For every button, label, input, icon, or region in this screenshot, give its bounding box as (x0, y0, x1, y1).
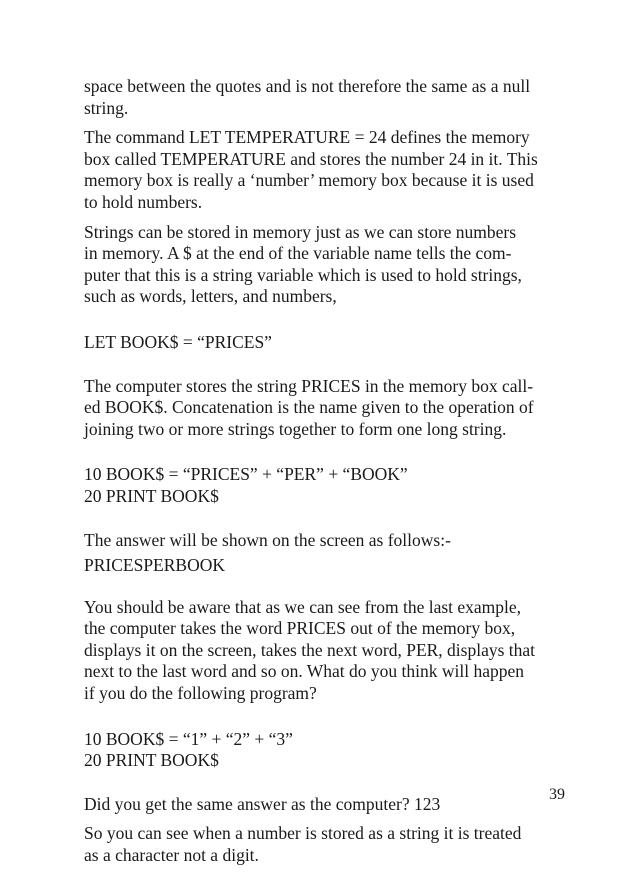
text-line: The answer will be shown on the screen as follows:- (84, 529, 451, 550)
code-line: LET BOOK$ = “PRICES” (84, 331, 272, 352)
text-line: if you do the following program? (84, 683, 317, 704)
text-line: So you can see when a number is stored as a string it is treated (84, 823, 522, 844)
text-line: next to the last word and so on. What do you think will happen (84, 661, 525, 682)
code-line: 10 BOOK$ = “PRICES” + “PER” + “BOOK” (84, 464, 408, 485)
code-line: 10 BOOK$ = “1” + “2” + “3” (84, 728, 293, 749)
text-line: as a character not a digit. (84, 845, 259, 866)
paragraph-conclusion (84, 823, 576, 866)
paragraph-concatenation (84, 376, 576, 441)
text-line: joining two or more strings together to form one long string. (84, 418, 507, 439)
text-line: displays it on the screen, takes the next word, PER, displays that (84, 639, 536, 660)
text-line: Did you get the same answer as the computer? 123 (84, 793, 441, 814)
paragraph-answer (84, 530, 576, 577)
code-line: 20 PRINT BOOK$ (84, 485, 219, 506)
text-line: string. (84, 97, 129, 118)
text-line: space between the quotes and is not therefore the same as a null (84, 76, 531, 96)
text-line: Strings can be stored in memory just as we can store numbers (84, 221, 517, 242)
text-line: to hold numbers. (84, 191, 203, 212)
paragraph-null-string (84, 76, 576, 119)
text-line: You should be aware that as we can see from the last example, (84, 596, 522, 617)
code-example-concat (84, 464, 576, 507)
code-line: 20 PRINT BOOK$ (84, 750, 219, 771)
paragraph-string-variable (84, 222, 576, 308)
code-example-digits (84, 729, 576, 772)
text-line: ed BOOK$. Concatenation is the name given to the operation of (84, 397, 534, 418)
paragraph-temperature (84, 127, 576, 213)
paragraph-question (84, 794, 576, 816)
text-line: puter that this is a string variable which is used to hold strings, (84, 264, 522, 285)
text-line: such as words, letters, and numbers, (84, 286, 337, 307)
text-line: in memory. A $ at the end of the variable name tells the com- (84, 243, 512, 264)
text-line: The command LET TEMPERATURE = 24 defines the memory (84, 127, 530, 148)
paragraph-explanation (84, 597, 576, 705)
text-line: box called TEMPERATURE and stores the number 24 in it. This (84, 148, 538, 169)
page-number: 39 (549, 786, 565, 803)
page-body (84, 76, 576, 875)
code-example-let (84, 332, 576, 354)
program-output: PRICESPERBOOK (84, 555, 226, 576)
text-line: The computer stores the string PRICES in the memory box call- (84, 375, 534, 396)
text-line: the computer takes the word PRICES out of the memory box, (84, 618, 516, 639)
text-line: memory box is really a ‘number’ memory box because it is used (84, 170, 534, 191)
